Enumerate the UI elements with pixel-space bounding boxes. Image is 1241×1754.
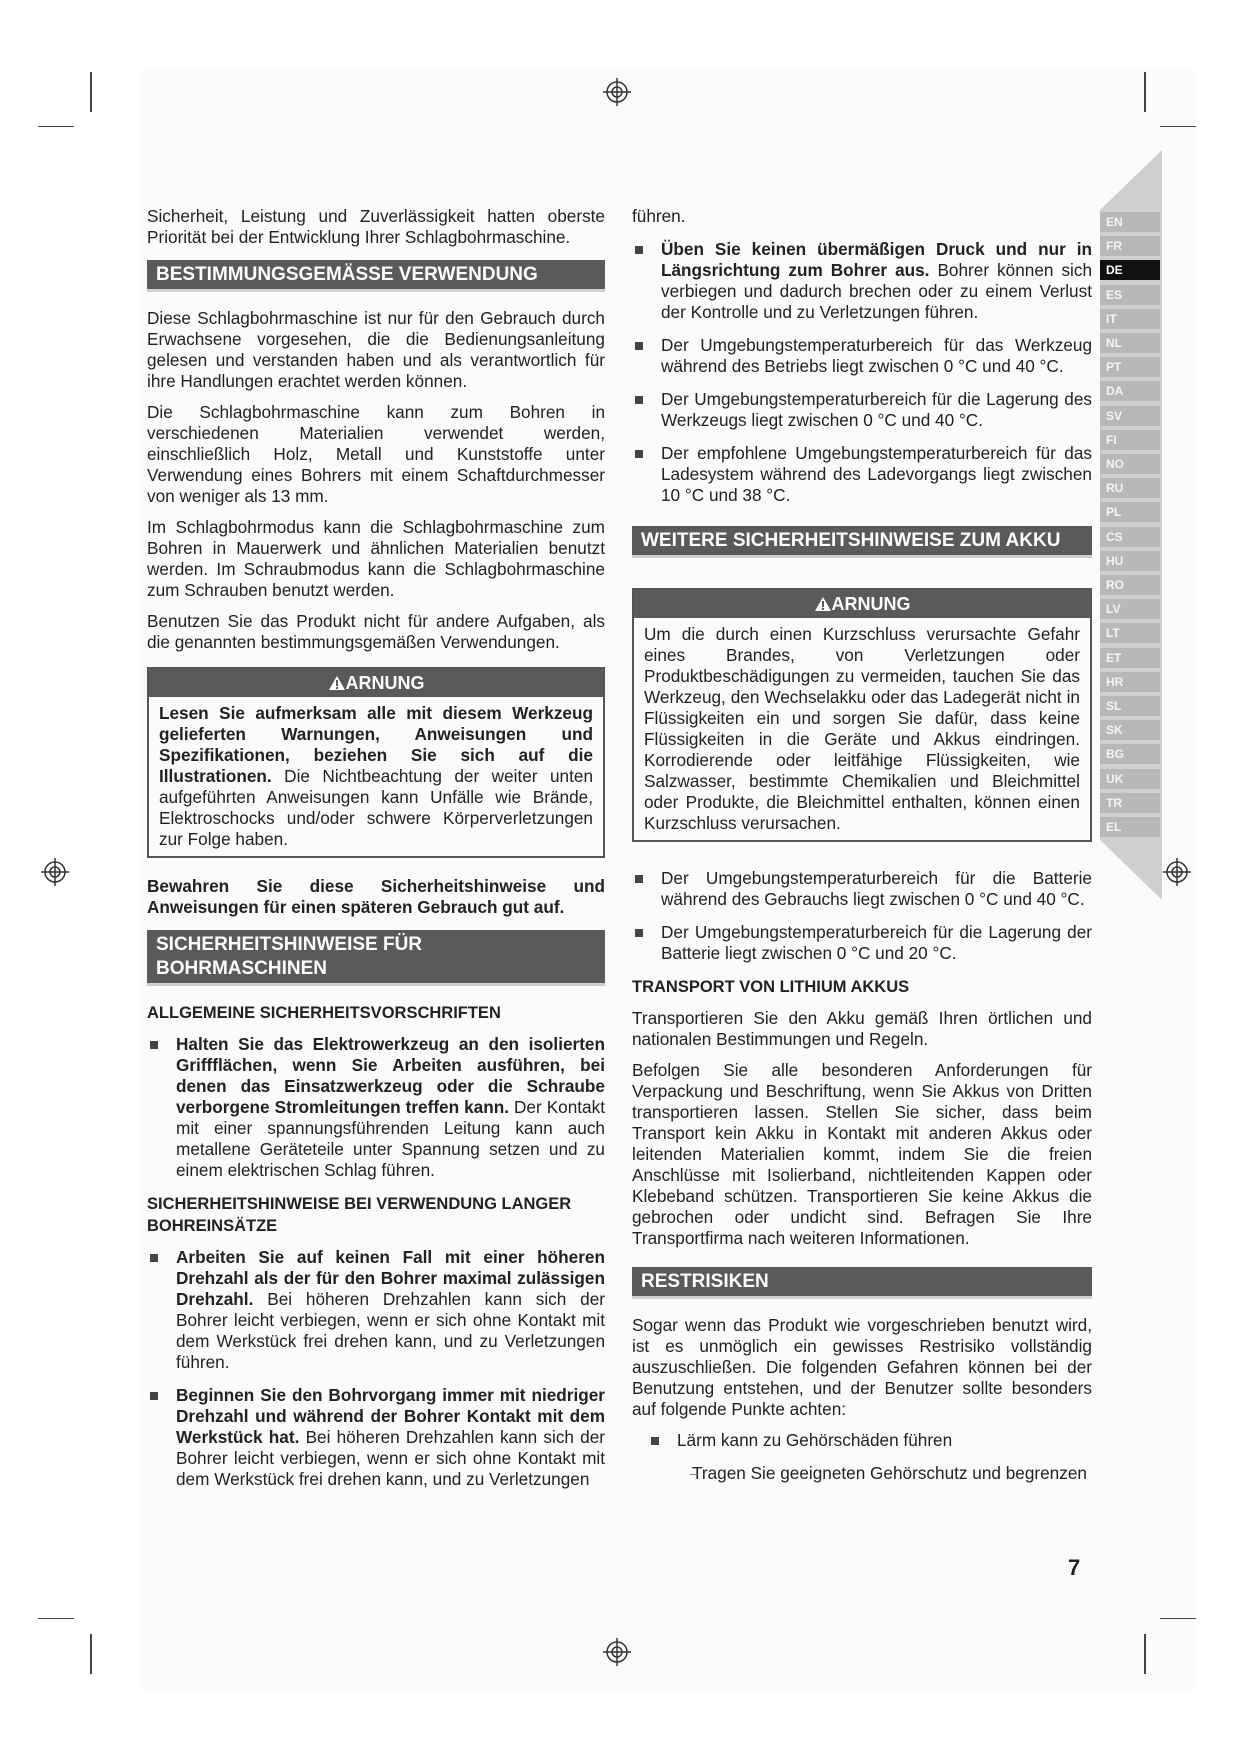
bullet-text: Der Kontakt mit einer spannungsführenden Leitung kann auch metallene Geräteteile unter Spannung setzen und zu einem elektrischen Schlag führen.	[176, 1097, 605, 1180]
warning-body	[149, 697, 603, 856]
warning-bold-text: Lesen Sie aufmerksam alle mit diesem Werkzeug gelieferten Warnungen, Anweisungen und Spezifikationen, beziehen Sie sich auf die Illustrationen.	[159, 703, 593, 786]
language-tab-bg[interactable]: BG	[1100, 744, 1160, 764]
list-item: Der Umgebungstemperaturbereich für die Lagerung der Batterie liegt zwischen 0 °C und 20 °C.	[632, 922, 1092, 964]
language-tab-da[interactable]: DA	[1100, 381, 1160, 401]
language-tab-fr[interactable]: FR	[1100, 236, 1160, 256]
bullet-list	[632, 239, 1092, 506]
crop-mark	[90, 72, 92, 112]
list-item	[147, 1247, 605, 1373]
list-item	[632, 239, 1092, 323]
warning-box	[147, 667, 605, 858]
keep-instructions-note: Bewahren Sie diese Sicherheitshinweise und Anweisungen für einen späteren Gebrauch gut auf.	[147, 876, 605, 917]
warning-title: ARNUNG	[831, 594, 911, 614]
language-tab-et[interactable]: ET	[1100, 648, 1160, 668]
bullet-text: Bei höheren Drehzahlen kann sich der Bohrer leicht verbiegen, wenn er sich ohne Kontakt mit dem Werkstück frei drehen kann, und zu Verletzungen führen.	[176, 1289, 605, 1372]
paragraph: Sogar wenn das Produkt wie vorgeschrieben benutzt wird, ist es unmöglich ein gewisses Restrisiko vollständig auszuschließen. Die folgenden Gefahren können bei der Benutzung entstehen, und der Benutzer sollte besonders auf folgende Punkte achten:	[632, 1315, 1092, 1419]
paragraph: Im Schlagbohrmodus kann die Schlagbohrmaschine zum Bohren in Mauerwerk und ähnlichen Materialien benutzt werden. Im Schraubmodus kann die Schlagbohrmaschine zum Schrauben benutzt werden.	[147, 517, 605, 600]
page-number: 7	[1068, 1555, 1081, 1580]
paragraph: Diese Schlagbohrmaschine ist nur für den Gebrauch durch Erwachsene vorgesehen, die die Bedienungsanleitung gelesen und verstanden haben und als verantwortlich für ihre Handlungen erachtet werden können.	[147, 308, 605, 391]
paragraph: Die Schlagbohrmaschine kann zum Bohren in verschiedenen Materialien verwendet werden, einschließlich Holz, Metall und Kunststoffe unter Verwendung eines Bohrers mit einem Schaftdurchmesser von weniger als 13 mm.	[147, 402, 605, 506]
language-tab-lt[interactable]: LT	[1100, 623, 1160, 643]
language-tab-pl[interactable]: PL	[1100, 502, 1160, 522]
language-tab-hu[interactable]: HU	[1100, 551, 1160, 571]
warning-header	[634, 590, 1090, 618]
warning-triangle-icon	[328, 675, 346, 691]
warning-title: ARNUNG	[345, 673, 425, 693]
list-item: Lärm kann zu Gehörschäden führen	[648, 1430, 1092, 1451]
bullet-bold-text: Halten Sie das Elektrowerkzeug an den isolierten Griffflächen, wenn Sie Arbeiten ausführen, bei denen das Einsatzwerkzeug oder die Schraube verborgene Stromleitungen treffen kann.	[176, 1034, 605, 1117]
language-tab-sv[interactable]: SV	[1100, 406, 1160, 426]
crop-mark	[90, 1634, 92, 1674]
section-heading-drill-safety: SICHERHEITSHINWEISE FÜR BOHRMASCHINEN	[147, 930, 605, 986]
warning-box	[632, 588, 1092, 842]
registration-mark-icon	[602, 77, 632, 107]
list-item: Der Umgebungstemperaturbereich für die Lagerung des Werkzeugs liegt zwischen 0 °C und 40 °C.	[632, 389, 1092, 431]
paragraph: Benutzen Sie das Produkt nicht für andere Aufgaben, als die genannten bestimmungsgemäßen Verwendungen.	[147, 611, 605, 652]
bullet-text: Bohrer können sich verbiegen und dadurch brechen oder zu einem Verlust der Kontrolle und zu Verletzungen führen.	[661, 260, 1093, 322]
bullet-text: Bei höheren Drehzahlen kann sich der Bohrer leicht verbiegen, wenn er sich ohne Kontakt mit dem Werkstück frei drehen kann, und zu Verletzungen	[176, 1427, 606, 1489]
language-tab-it[interactable]: IT	[1100, 309, 1160, 329]
warning-body: Um die durch einen Kurzschluss verursachte Gefahr eines Brandes, von Verletzungen oder Produktbeschädigungen zu vermeiden, tauchen Sie das Werkzeug, den Wechselakku oder das Ladegerät nicht in Flüssigkeiten ein und sorgen Sie dafür, dass keine Flüssigkeiten in die Geräte und Akkus eindringen. Korrodierende oder leitfähige Flüssigkeiten, wie Salzwasser, bestimmte Chemikalien und Bleichmittel oder Produkte, die Bleichmittel enthalten, können einen Kurzschluss verursachen.	[644, 624, 1080, 833]
language-tab-lv[interactable]: LV	[1100, 599, 1160, 619]
registration-mark-icon	[602, 1637, 632, 1667]
language-tab-pt[interactable]: PT	[1100, 357, 1160, 377]
language-tab-uk[interactable]: UK	[1100, 769, 1160, 789]
language-tab-tr[interactable]: TR	[1100, 793, 1160, 813]
language-tab-hr[interactable]: HR	[1100, 672, 1160, 692]
language-tab-fi[interactable]: FI	[1100, 430, 1160, 450]
language-tab-sl[interactable]: SL	[1100, 696, 1160, 716]
bullet-bold-text: Beginnen Sie den Bohrvorgang immer mit niedriger Drehzahl und während der Bohrer Kontakt mit dem Werkstück hat.	[176, 1385, 605, 1447]
bullet-bold-text: Arbeiten Sie auf keinen Fall mit einer höheren Drehzahl als der für den Bohrer maximal zulässigen Drehzahl.	[176, 1247, 605, 1309]
subheading-general-safety: ALLGEMEINE SICHERHEITSVORSCHRIFTEN	[147, 1004, 501, 1022]
section-heading-residual-risks: RESTRISIKEN	[632, 1267, 1092, 1299]
language-tab-ru[interactable]: RU	[1100, 478, 1160, 498]
paragraph: Befolgen Sie alle besonderen Anforderungen für Verpackung und Beschriftung, wenn Sie Akkus von Dritten transportieren lassen. Stellen Sie sicher, dass beim Transport kein Akku in Kontakt mit anderen Akkus oder leitenden Materialien kommt, indem Sie die freien Anschlüsse mit Isolierband, nichtleitenden Kappen oder Klebeband schützen. Transportieren Sie keine Akkus die gebrochen oder undicht sind. Befragen Sie Ihre Transportfirma nach weiteren Informationen.	[632, 1060, 1092, 1248]
language-tab-el[interactable]: EL	[1100, 817, 1160, 837]
list-item	[147, 1385, 605, 1490]
list-item: Der Umgebungstemperaturbereich für die Batterie während des Gebrauchs liegt zwischen 0 °C und 40 °C.	[632, 868, 1092, 910]
section-heading-intended-use: BESTIMMUNGSGEMÄSSE VERWENDUNG	[147, 260, 605, 292]
list-item: Der empfohlene Umgebungstemperaturbereich für das Ladesystem während des Ladevorgangs liegt zwischen 10 °C und 38 °C.	[632, 443, 1092, 506]
language-tab-nl[interactable]: NL	[1100, 333, 1160, 353]
section-heading-battery-safety: WEITERE SICHERHEITSHINWEISE ZUM AKKU	[632, 526, 1092, 558]
bullet-list	[147, 1247, 605, 1490]
warning-header	[149, 669, 603, 697]
registration-mark-icon	[1162, 857, 1192, 887]
intro-paragraph: Sicherheit, Leistung und Zuverlässigkeit hatten oberste Priorität bei der Entwicklung Ihrer Schlagbohrmaschine.	[147, 206, 605, 247]
registration-mark-icon	[40, 857, 70, 887]
language-tab-ro[interactable]: RO	[1100, 575, 1160, 595]
crop-mark	[1144, 1634, 1146, 1674]
bullet-bold-text: Üben Sie keinen übermäßigen Druck und nur in Längsrichtung zum Bohrer aus.	[661, 239, 1092, 280]
crop-mark	[1144, 72, 1146, 112]
right-column	[632, 206, 1092, 1496]
language-tab-sk[interactable]: SK	[1100, 720, 1160, 740]
subheading-long-bits: SICHERHEITSHINWEISE BEI VERWENDUNG LANGER BOHREINSÄTZE	[147, 1195, 572, 1235]
crop-mark	[38, 126, 74, 127]
language-tab-cs[interactable]: CS	[1100, 527, 1160, 547]
language-tab-de[interactable]: DE	[1100, 260, 1160, 280]
bullet-list	[632, 1430, 1092, 1484]
crop-mark	[1160, 1618, 1196, 1619]
continued-text: führen.	[632, 206, 686, 226]
left-column	[147, 206, 605, 1502]
crop-mark	[38, 1618, 74, 1619]
list-subitem: – Tragen Sie geeigneten Gehörschutz und begrenzen	[648, 1463, 1092, 1484]
language-tab-es[interactable]: ES	[1100, 285, 1160, 305]
language-tab-no[interactable]: NO	[1100, 454, 1160, 474]
warning-text: Die Nichtbeachtung der weiter unten aufgeführten Anweisungen kann Unfälle wie Brände, Elektroschocks und/oder schwere Körperverletzungen zur Folge haben.	[159, 766, 594, 849]
list-item: Der Umgebungstemperaturbereich für das Werkzeug während des Betriebs liegt zwischen 0 °C und 40 °C.	[632, 335, 1092, 377]
list-item	[147, 1034, 605, 1181]
subheading-lithium-transport: TRANSPORT VON LITHIUM AKKUS	[632, 978, 910, 996]
warning-triangle-icon	[814, 596, 832, 612]
bullet-list	[632, 868, 1092, 964]
language-tab-en[interactable]: EN	[1100, 212, 1160, 232]
bullet-list	[147, 1034, 605, 1181]
crop-mark	[1160, 126, 1196, 127]
paragraph: Transportieren Sie den Akku gemäß Ihren örtlichen und nationalen Bestimmungen und Regeln.	[632, 1008, 1092, 1049]
